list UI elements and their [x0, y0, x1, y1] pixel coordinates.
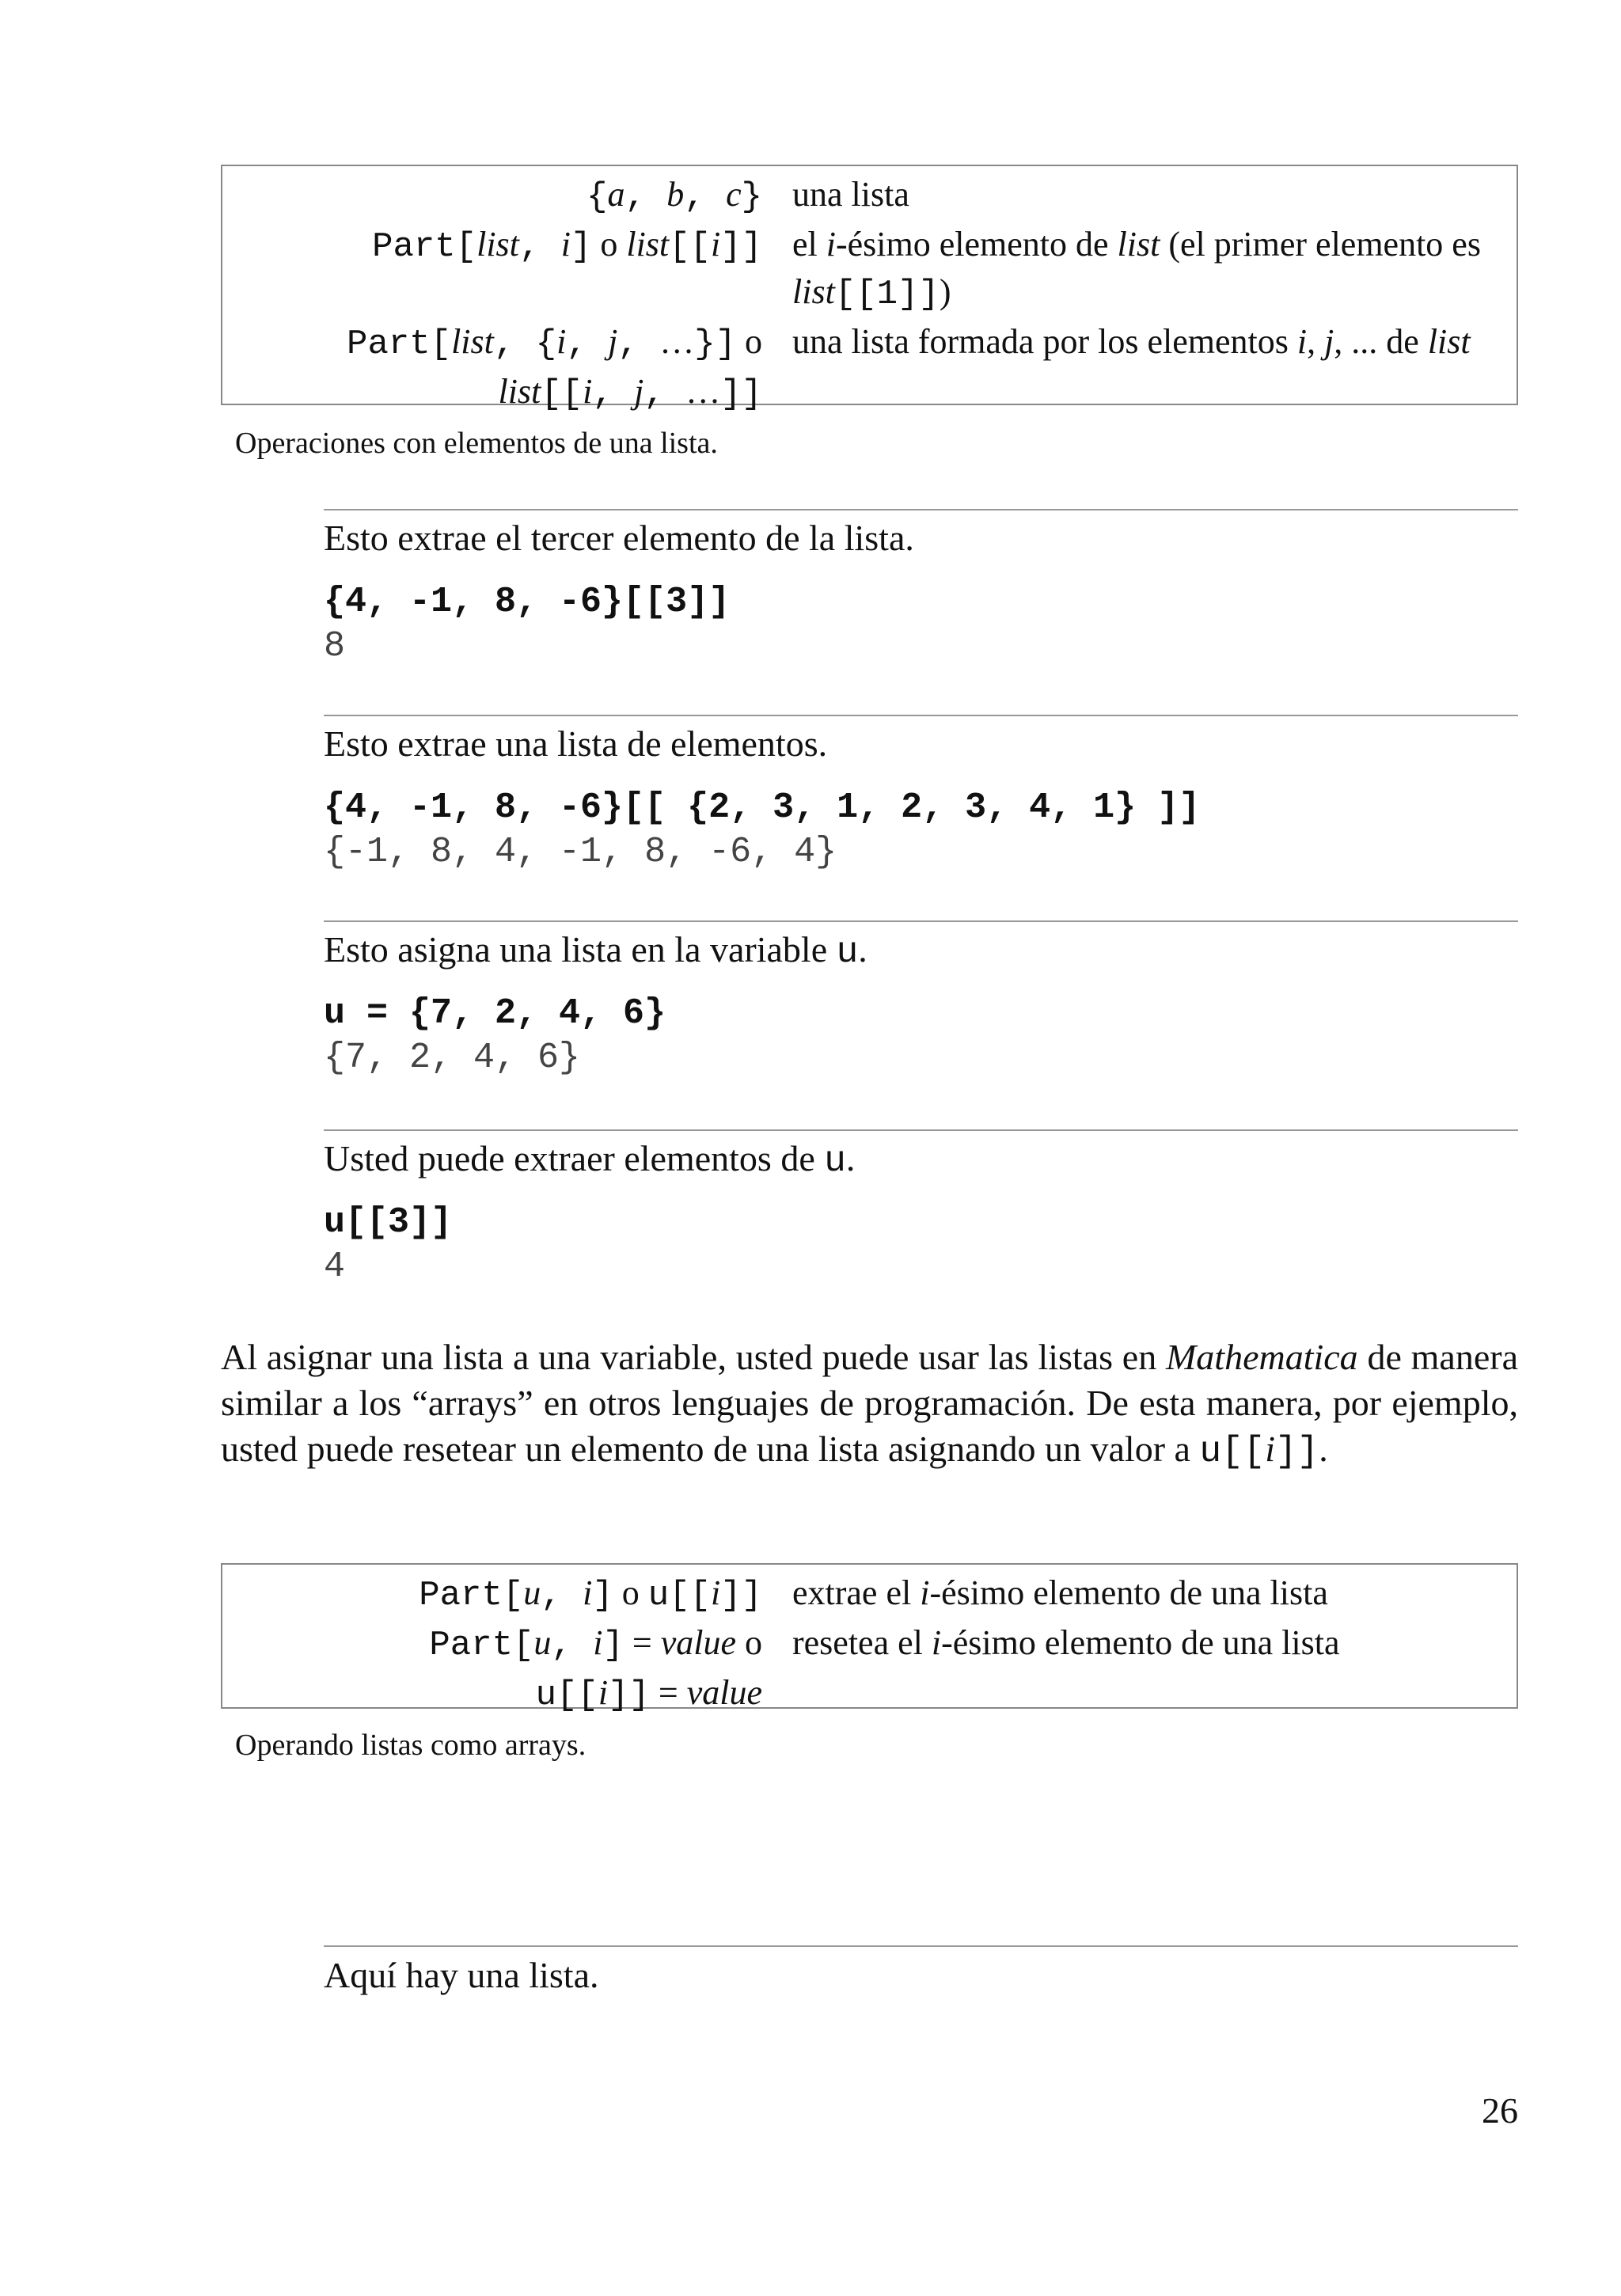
- output-code: {7, 2, 4, 6}: [324, 1038, 581, 1078]
- cell-divider: [324, 1129, 1518, 1131]
- table-cell-description: una lista formada por los elementos i, j, ... de list: [792, 322, 1471, 361]
- functions-table-list-elements: [221, 165, 1518, 414]
- input-code: u[[3]]: [324, 1202, 453, 1243]
- cell-description: Esto extrae el tercer elemento de la lista.: [324, 518, 914, 558]
- cell-divider: [324, 920, 1518, 922]
- output-code: 4: [324, 1247, 346, 1287]
- table-cell-description: una lista: [792, 175, 909, 214]
- table-cell-description: extrae el i-ésimo elemento de una lista: [792, 1573, 1328, 1612]
- table-caption: Operaciones con elementos de una lista.: [235, 427, 718, 460]
- cell-divider: [324, 1945, 1518, 1947]
- table-cell-syntax: Part[list, {i, j, …}] o list[[i, j, …]]: [347, 322, 762, 414]
- table-cell-syntax: Part[u, i] = value o u[[i]] = value: [429, 1623, 762, 1715]
- page-number: 26: [1482, 2090, 1518, 2131]
- cell-description: Esto extrae una lista de elementos.: [324, 723, 828, 764]
- cell-divider: [324, 509, 1518, 510]
- output-code: {-1, 8, 4, -1, 8, -6, 4}: [324, 832, 837, 872]
- table-cell-description: resetea el i-ésimo elemento de una lista: [792, 1623, 1340, 1662]
- table-row: [222, 221, 1517, 318]
- table-cell-syntax: Part[list, i] o list[[i]]: [372, 225, 762, 267]
- cell-description: Aquí hay una lista.: [324, 1955, 599, 1995]
- table-row: [222, 1569, 1517, 1619]
- functions-table-arrays: [221, 1563, 1518, 1715]
- cell-divider: [324, 715, 1518, 716]
- table-caption: Operando listas como arrays.: [235, 1729, 587, 1762]
- input-code: {4, -1, 8, -6}[[ {2, 3, 1, 2, 3, 4, 1} ]]: [324, 787, 1201, 828]
- cell-description: Esto asigna una lista en la variable u.: [324, 929, 867, 973]
- table-cell-syntax: Part[u, i] o u[[i]]: [419, 1573, 762, 1615]
- table-cell-description: el i-ésimo elemento de list (el primer elemento es list[[1]]): [792, 225, 1481, 314]
- table-cell-syntax: {a, b, c}: [587, 175, 762, 217]
- table-row: [222, 318, 1517, 418]
- cell-description: Usted puede extraer elementos de u.: [324, 1138, 856, 1182]
- table-row: [222, 171, 1517, 221]
- body-paragraph: Al asignar una lista a una variable, usted puede usar las listas en Mathematica de manera similar a los “arrays” en otros lenguajes de programación. De esta manera, por ejemplo, usted puede resetear un elemento de una lista asignando un valor a u[[i]].: [221, 1337, 1518, 1472]
- input-code: {4, -1, 8, -6}[[3]]: [324, 582, 731, 622]
- output-code: 8: [324, 626, 346, 666]
- table-row: [222, 1619, 1517, 1719]
- input-code: u = {7, 2, 4, 6}: [324, 993, 666, 1034]
